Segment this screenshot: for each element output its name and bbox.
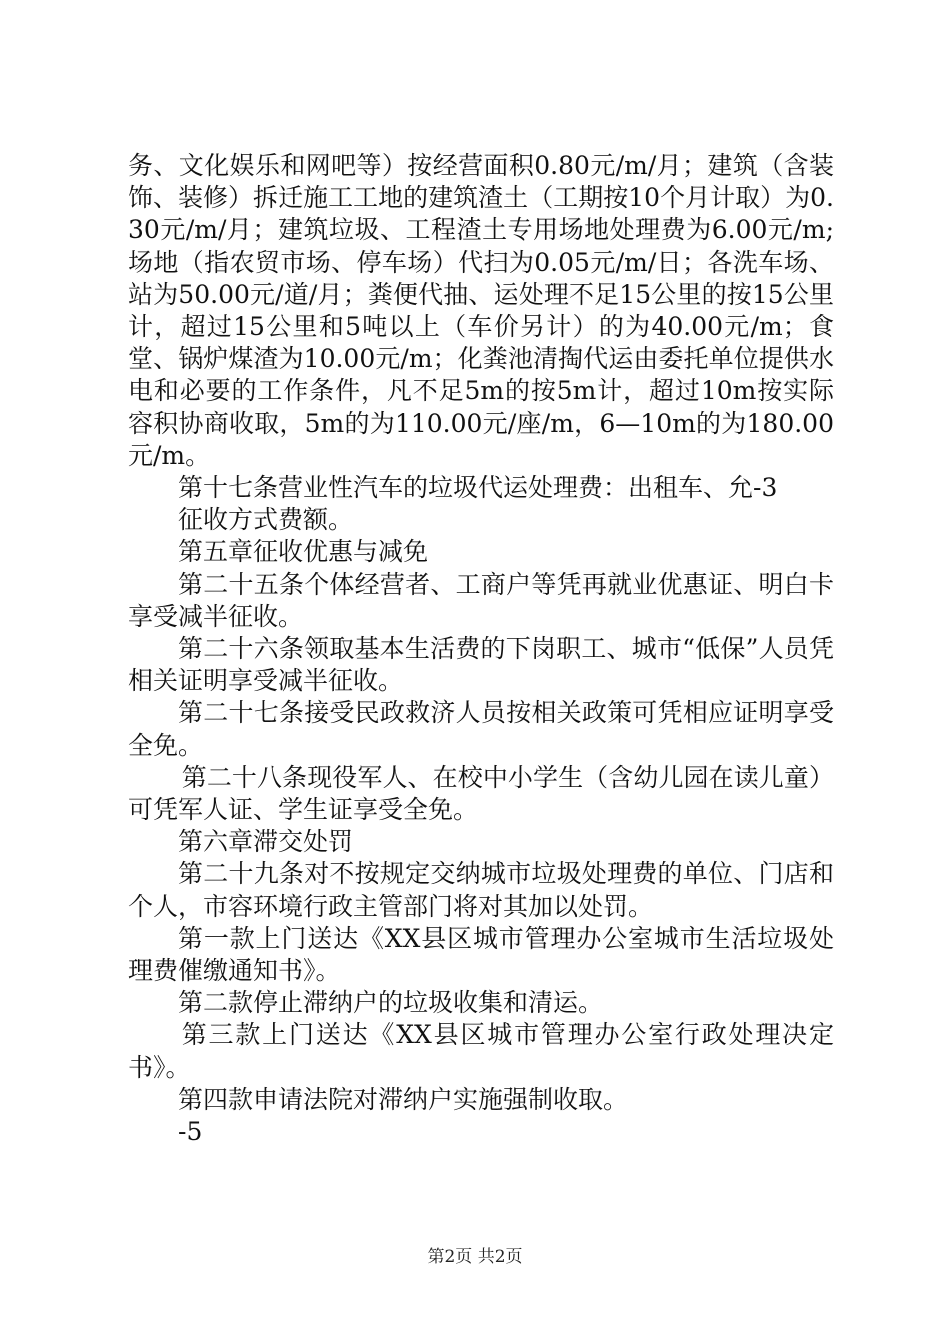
paragraph-clause-2: 第二款停止滞纳户的垃圾收集和清运。 <box>178 988 604 1018</box>
paragraph-clause-3: 第三款上门送达《XX县区城市管理办公室行政处理决定书》。 <box>128 1020 834 1082</box>
paragraph-article-26: 第二十六条领取基本生活费的下岗职工、城市“低保”人员凭相关证明享受减半征收。 <box>128 634 834 696</box>
paragraph-collection-method: 征收方式费额。 <box>178 505 354 535</box>
paragraph-article-25: 第二十五条个体经营者、工商户等凭再就业优惠证、明白卡享受减半征收。 <box>128 569 834 631</box>
paragraph-article-29: 第二十九条对不按规定交纳城市垃圾处理费的单位、门店和个人，市容环境行政主管部门将对其加以处罚。 <box>128 859 834 921</box>
page-marker: -5 <box>178 1117 203 1147</box>
chapter-heading-6: 第六章滞交处罚 <box>178 827 354 857</box>
paragraph-clause-1: 第一款上门送达《XX县区城市管理办公室城市生活垃圾处理费催缴通知书》。 <box>128 923 834 986</box>
paragraph-fee-standards: 务、文化娱乐和网吧等）按经营面积0.80元/m/月；建筑（含装饰、装修）拆迁施工工地的建筑渣土（工期按10个月计取）为0.30元/m/月；建筑垃圾、工程渣土专用场地处理费为6.00元/m;场地（指农贸市场、停车场）代扫为0.05元/m/日；各洗车场、站为50.00元/道/月；粪便代抽、运处理不足15公里的按15公里计，超过15公里和5吨以上（车价另计）的为40.00元/m；食堂、锅炉煤渣为10.00元/m；化粪池清掏代运由委托单位提供水电和必要的工作条件，凡不足5m的按5m计，超过10m按实际容积协商收取，5m的为110.00元/座/m，6—10m的为180.00元/m。 <box>128 151 834 470</box>
document-body <box>128 150 834 1148</box>
page-footer: 第2页 共2页 <box>427 1247 523 1267</box>
chapter-heading-5: 第五章征收优惠与减免 <box>178 537 429 567</box>
paragraph-article-17: 第十七条营业性汽车的垃圾代运处理费：出租车、允-3 <box>178 473 778 503</box>
paragraph-article-27: 第二十七条接受民政救济人员按相关政策可凭相应证明享受全免。 <box>128 698 834 760</box>
paragraph-clause-4: 第四款申请法院对滞纳户实施强制收取。 <box>178 1084 629 1114</box>
paragraph-article-28: 第二十八条现役军人、在校中小学生（含幼儿园在读儿童）可凭军人证、学生证享受全免。 <box>128 762 834 825</box>
